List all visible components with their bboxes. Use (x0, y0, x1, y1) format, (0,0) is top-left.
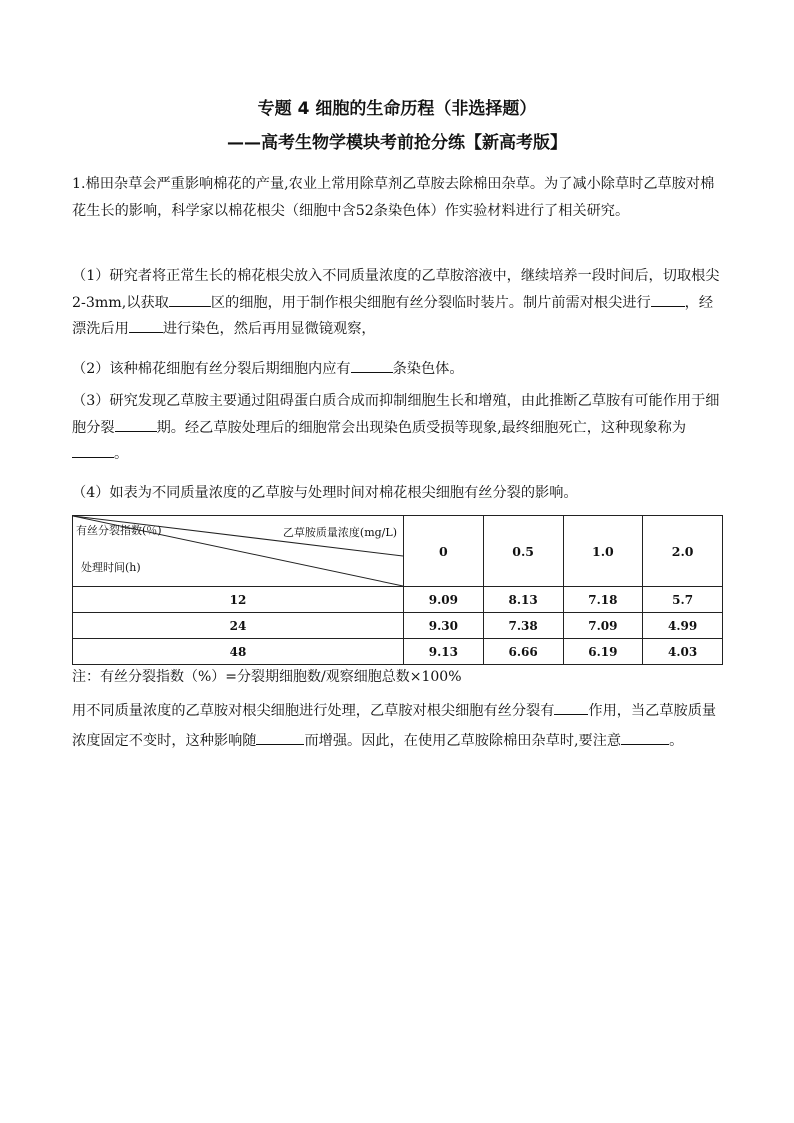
table-cell: 9.09 (404, 587, 484, 613)
table-cell: 7.38 (483, 613, 563, 639)
answer-blank-2[interactable] (651, 290, 685, 307)
column-header: 0 (404, 516, 484, 587)
table-cell: 9.13 (404, 639, 484, 665)
table-row (73, 587, 723, 613)
part3-text-b: 期。经乙草胺处理后的细胞常会出现染色质受损等现象,最终细胞死亡，这种现象称为 (156, 419, 687, 436)
answer-blank-6[interactable] (72, 441, 114, 458)
conclusion-text-c: 而增强。因此，在使用乙草胺除棉田杂草时,要注意 (304, 733, 622, 749)
table-row (73, 613, 723, 639)
table-cell: 6.66 (483, 639, 563, 665)
part2-text-b: 条染色体。 (392, 361, 464, 377)
document-subtitle: ——高考生物学模块考前抢分练【新高考版】 (227, 133, 567, 153)
answer-blank-4[interactable] (351, 356, 393, 373)
table-cell: 9.30 (404, 613, 484, 639)
table-cell: 8.13 (483, 587, 563, 613)
question-part-3 (72, 388, 722, 468)
question-part-1 (72, 263, 722, 343)
table-note: 注：有丝分裂指数（%）=分裂期细胞数/观察细胞总数×100% (72, 669, 462, 685)
corner-label-index: 有丝分裂指数(％) (76, 524, 162, 537)
question-part-2 (72, 356, 722, 383)
answer-blank-7[interactable] (554, 698, 588, 715)
column-header: 1.0 (563, 516, 643, 587)
question-conclusion (72, 696, 722, 756)
corner-label-concentration: 乙草胺质量浓度(mg/L) (282, 526, 397, 539)
row-header-time: 12 (73, 587, 404, 613)
table-cell: 7.18 (563, 587, 643, 613)
row-header-time: 48 (73, 639, 404, 665)
part3-text-c: 。 (114, 446, 129, 462)
part1-text-b: 区的细胞，用于制作根尖细胞有丝分裂临时装片。制片前需对根尖进行 (210, 294, 651, 311)
conclusion-text-d: 。 (669, 733, 684, 749)
answer-blank-5[interactable] (115, 415, 157, 432)
question-part-4: （4）如表为不同质量浓度的乙草胺与处理时间对棉花根尖细胞有丝分裂的影响。 (72, 485, 578, 501)
conclusion-text-a: 用不同质量浓度的乙草胺对根尖细胞进行处理，乙草胺对根尖细胞有丝分裂有 (72, 703, 555, 719)
part1-text-a: （1）研究者将正常生长的棉花根尖放入不同质量浓度的乙草胺溶液中，继续培养一段时间后，切取根尖2-3mm,以获取 (72, 268, 720, 311)
corner-label-time: 处理时间(h) (81, 561, 141, 574)
part2-text-a: （2）该种棉花细胞有丝分裂后期细胞内应有 (72, 361, 351, 377)
table-cell: 4.03 (643, 639, 723, 665)
column-header: 2.0 (643, 516, 723, 587)
part1-text-c: ，经漂洗后用 (72, 294, 714, 337)
answer-blank-8[interactable] (256, 728, 304, 745)
answer-blank-9[interactable] (621, 728, 669, 745)
table-corner-cell (73, 516, 404, 587)
table-header-row (73, 516, 723, 587)
conclusion-text-b: 作用，当乙草胺质量浓度固定不变时，这种影响随 (72, 703, 717, 749)
column-header: 0.5 (483, 516, 563, 587)
part1-text-d: 进行染色，然后再用显微镜观察， (162, 321, 376, 337)
document-title: 专题 4 细胞的生命历程（非选择题） (257, 99, 537, 119)
table-cell: 5.7 (643, 587, 723, 613)
results-table (72, 515, 723, 665)
table-cell: 6.19 (563, 639, 643, 665)
table-cell: 7.09 (563, 613, 643, 639)
answer-blank-3[interactable] (129, 316, 163, 333)
part3-text-a: （3）研究发现乙草胺主要通过阻碍蛋白质合成而抑制细胞生长和增殖，由此推断乙草胺有可能作用于细胞分裂 (72, 393, 720, 436)
table-row (73, 639, 723, 665)
row-header-time: 24 (73, 613, 404, 639)
question-intro: 1.棉田杂草会严重影响棉花的产量,农业上常用除草剂乙草胺去除棉田杂草。为了减小除草时乙草胺对棉花生长的影响，科学家以棉花根尖（细胞中含52条染色体）作实验材料进行了相关研究。 (72, 176, 715, 219)
answer-blank-1[interactable] (169, 290, 211, 307)
table-cell: 4.99 (643, 613, 723, 639)
